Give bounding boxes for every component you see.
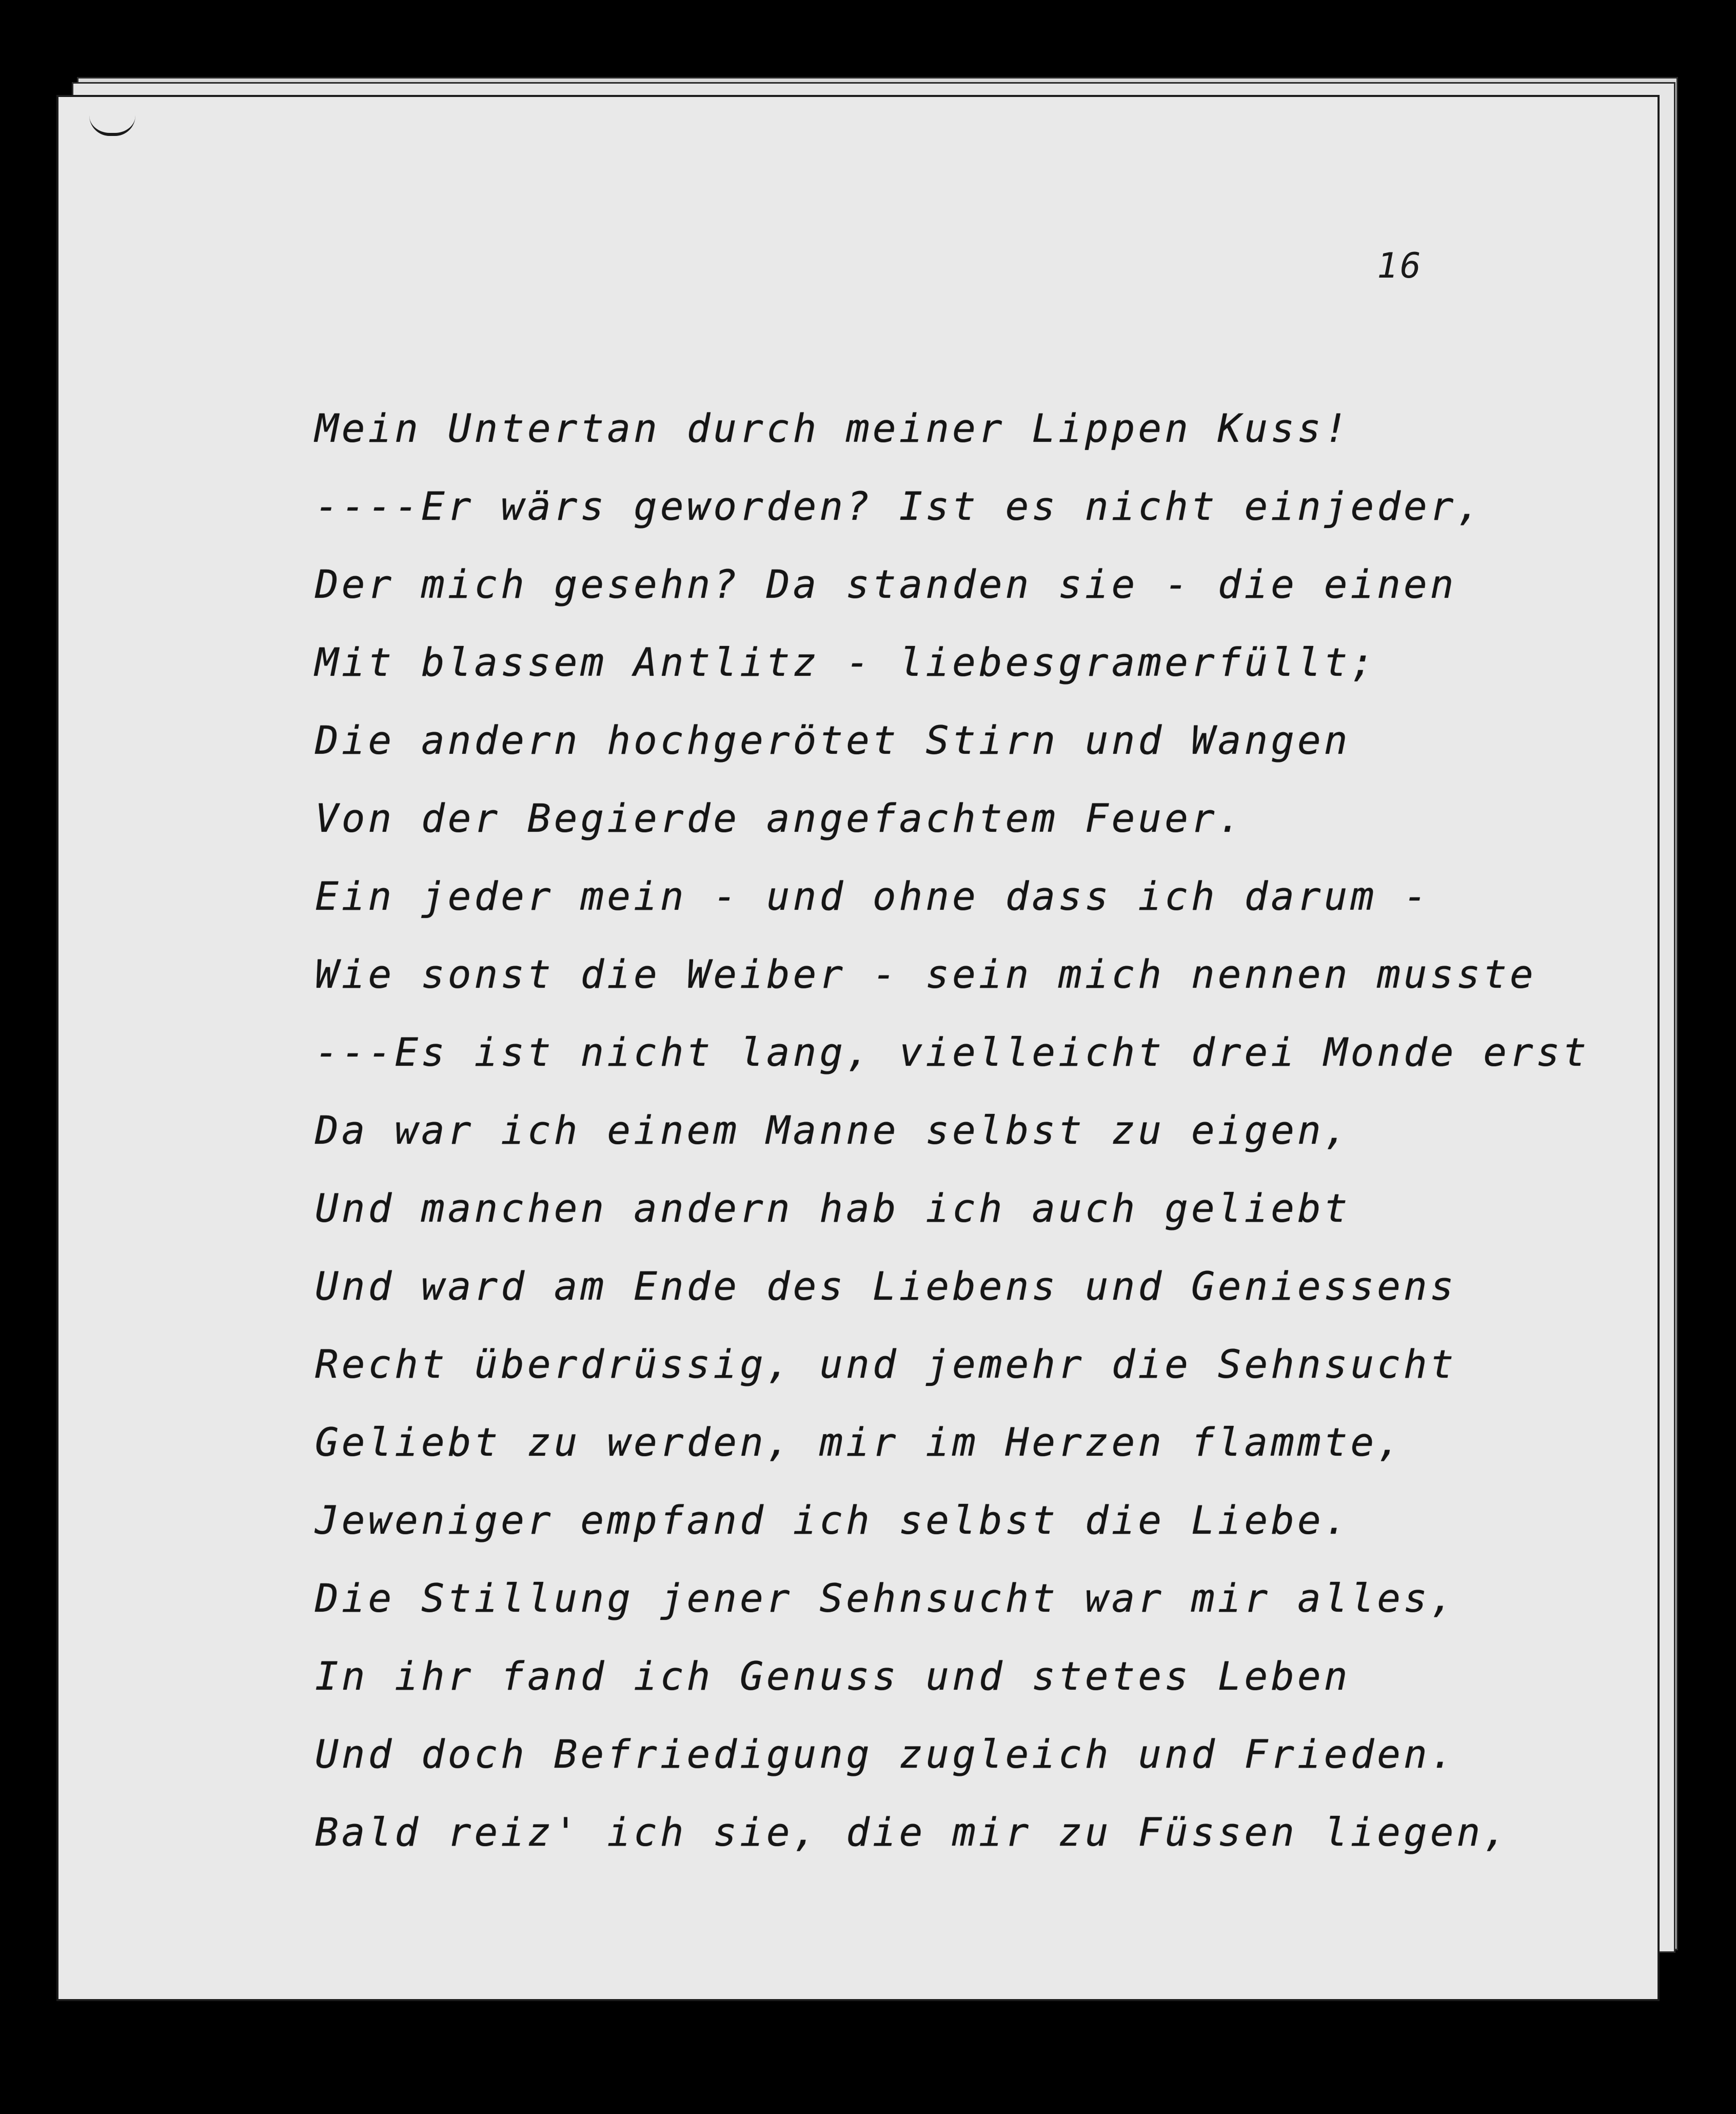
text-line: Mein Untertan durch meiner Lippen Kuss! [315, 405, 1351, 451]
text-line: Mit blassem Antlitz - liebesgramerfüllt; [315, 639, 1377, 685]
text-line: Und manchen andern hab ich auch geliebt [315, 1185, 1351, 1231]
text-line: Und ward am Ende des Liebens und Geniessens [315, 1263, 1457, 1309]
text-line: Jeweniger empfand ich selbst die Liebe. [315, 1497, 1351, 1543]
text-line: Recht überdrüssig, und jemehr die Sehnsucht [315, 1341, 1457, 1387]
poem-lines [315, 389, 1590, 1871]
text-line: Bald reiz' ich sie, die mir zu Füssen liegen, [315, 1809, 1510, 1855]
text-line: In ihr fand ich Genuss und stetes Leben [315, 1653, 1351, 1699]
text-line: Der mich gesehn? Da standen sie - die einen [315, 561, 1457, 607]
text-line: Und doch Befriedigung zugleich und Frieden. [315, 1731, 1457, 1777]
text-line: ----Er wärs geworden? Ist es nicht einjeder, [315, 483, 1484, 529]
text-line: Wie sonst die Weiber - sein mich nennen musste [315, 951, 1536, 997]
text-line: Ein jeder mein - und ohne dass ich darum - [315, 873, 1430, 919]
text-line: Die Stillung jener Sehnsucht war mir alles, [315, 1575, 1457, 1621]
text-line: Die andern hochgerötet Stirn und Wangen [315, 717, 1351, 763]
text-line: Geliebt zu werden, mir im Herzen flammte, [315, 1419, 1404, 1465]
page-number: 16 [1377, 246, 1423, 286]
corner-pencil-mark [89, 112, 135, 136]
text-line: Da war ich einem Manne selbst zu eigen, [315, 1107, 1351, 1153]
typescript-page [56, 95, 1660, 2001]
text-line: ---Es ist nicht lang, vielleicht drei Monde erst [315, 1029, 1590, 1075]
text-line: Von der Begierde angefachtem Feuer. [315, 795, 1245, 841]
